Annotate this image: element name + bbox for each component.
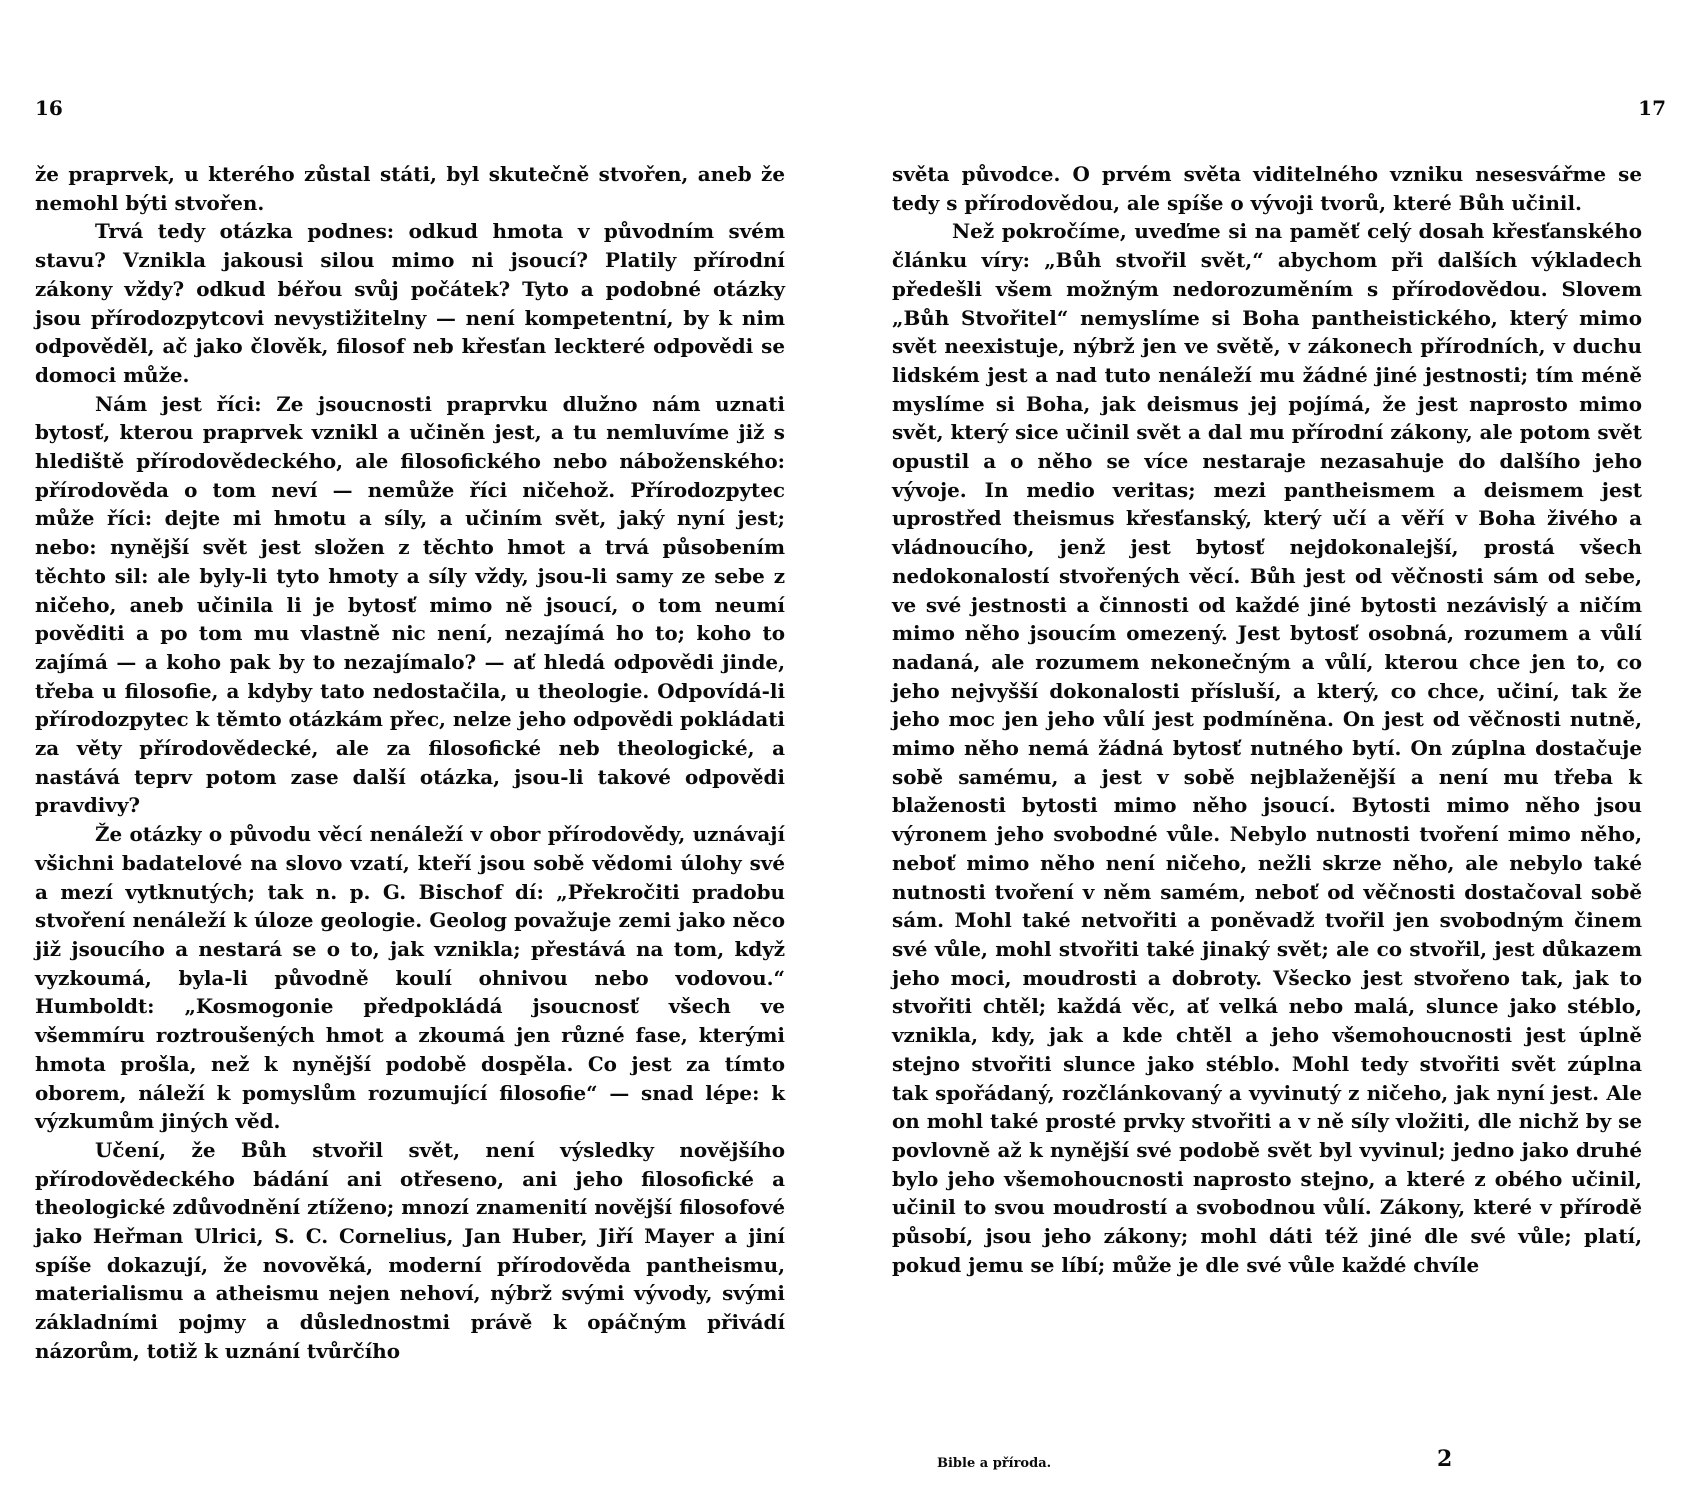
paragraph: Trvá tedy otázka podnes: odkud hmota v původním svém stavu? Vznikla jakousi silou mimo ni jsoucí? Platily přírodní zákony vždy? odkud béřou svůj počátek? Tyto a podobné otázky jsou přírodozpytcovi nevystižitelny — není kompetentní, by k nim odpověděl, ač jako člověk, filosof neb křesťan leckteré odpovědi se domoci může. [35,219,785,387]
footer-signature: Bible a příroda. [937,1456,1052,1471]
paragraph: že praprvek, u kterého zůstal státi, byl skutečně stvořen, aneb že nemohl býti stvořen. [35,162,785,215]
footer-sheet-number: 2 [1437,1446,1453,1472]
paragraph: světa původce. O prvém světa viditelného vzniku nesesvářme se tedy s přírodovědou, ale spíše o vývoji tvorů, které Bůh učinil. [892,162,1642,215]
page-number-right: 17 [1638,96,1666,120]
page-number-left: 16 [35,96,63,120]
right-page [842,0,1684,1500]
paragraph: Že otázky o původu věcí nenáleží v obor přírodovědy, uznávají všichni badatelové na slovo vzatí, kteří jsou sobě vědomi úlohy své a mezí vytknutých; tak n. p. G. Bischof dí: „Překročiti pradobu stvoření nenáleží k úloze geologie. Geolog považuje zemi jako něco již jsoucího a nestará se o to, jak vznikla; přestává na tom, když vyzkoumá, byla-li původně koulí ohnivou nebo vodovou.“ Humboldt: „Kosmogonie předpokládá jsoucnosť všech ve všemmíru roztroušených hmot a zkoumá jen různé fase, kterými hmota prošla, než k nynější podobě dospěla. Co jest za tímto oborem, náleží k pomyslům rozumující filosofie“ — snad lépe: k výzkumům jiných věd. [35,822,785,1134]
paragraph: Nám jest říci: Ze jsoucnosti praprvku dlužno nám uznati bytosť, kterou praprvek vznikl a učiněn jest, a tu nemluvíme již s hlediště přírodovědeckého, ale filosofického nebo náboženského: přírodověda o tom neví — nemůže říci ničehož. Přírodozpytec může říci: dejte mi hmotu a síly, a učiním svět, jaký nyní jest; nebo: nynější svět jest složen z těchto hmot a trvá působením těchto sil: ale byly-li tyto hmoty a síly vždy, jsou-li samy ze sebe z ničeho, aneb učinila li je bytosť mimo ně jsoucí, o tom neumí pověditi a po tom mu vlastně nic není, nezajímá ho to; koho to zajímá — a koho pak by to nezajímalo? — ať hledá odpovědi jinde, třeba u filosofie, a kdyby tato nedostačila, u theologie. Odpovídá-li přírodozpytec k těmto otázkám přec, nelze jeho odpovědi pokládati za věty přírodovědecké, ale za filosofické neb theologické, a nastává teprv potom zase další otázka, jsou-li takové odpovědi pravdivy? [35,391,785,818]
right-text-block [892,160,1642,1279]
left-text-block [35,160,785,1366]
paragraph: Než pokročíme, uveďme si na paměť celý dosah křesťanského článku víry: „Bůh stvořil svět,“ abychom při dalších výkladech předešli všem možným nedorozuměním s přírodovědou. Slovem „Bůh Stvořitel“ nemyslíme si Boha pantheistického, který mimo svět neexistuje, nýbrž jen ve světě, v zákonech přírodních, v duchu lidském jest a nad tuto nenáleží mu žádné jiné jestnosti; tím méně myslíme si Boha, jak deismus jej pojímá, že jest naprosto mimo svět, který sice učinil svět a dal mu přírodní zákony, ale potom svět opustil a o něho se více nestaraje nezasahuje do dalšího jeho vývoje. In medio veritas; mezi pantheismem a deismem jest uprostřed theismus křesťanský, který učí a věří v Boha živého a vládnoucího, jenž jest bytosť nejdokonalejší, prostá všech nedokonalostí stvořených věcí. Bůh jest od věčnosti sám od sebe, ve své jestnosti a činnosti od každé jiné bytosti nezávislý a ničím mimo něho jsoucím omezený. Jest bytosť osobná, rozumem a vůlí nadaná, ale rozumem nekonečným a vůlí, kterou chce jen to, co jeho nejvyšší dokonalosti přísluší, a který, co chce, učiní, tak že jeho moc jen jeho vůlí jest podmíněna. On jest od věčnosti nutně, mimo něho nemá žádná bytosť nutného bytí. On zúplna dostačuje sobě samému, a jest v sobě nejblaženější a není mu třeba k blaženosti bytosti mimo něho jsoucí. Bytosti mimo něho jsou výronem jeho svobodné vůle. Nebylo nutnosti tvoření mimo něho, neboť mimo něho není ničeho, nežli skrze něho, ale nebylo také nutnosti tvoření v něm samém, neboť od věčnosti dostačoval sobě sám. Mohl také netvořiti a poněvadž tvořil jen svobodným činem své vůle, mohl stvořiti také jinaký svět; ale co stvořil, jest důkazem jeho moci, moudrosti a dobroty. Všecko jest stvořeno tak, jak to stvořiti chtěl; každá věc, ať velká nebo malá, slunce jako stéblo, vznikla, kdy, jak a kde chtěl a jeho všemohoucnosti jest úplně stejno stvořiti slunce jako stéblo. Mohl tedy stvořiti svět zúplna tak spořádaný, rozčlánkovaný a vyvinutý z ničeho, jak nyní jest. Ale on mohl také prosté prvky stvořiti a v ně síly vložiti, dle nichž by se povlovně až k nynější své podobě svět byl vyvinul; jedno jako druhé bylo jeho všemohoucnosti naprosto stejno, a které z obého učinil, učinil to svou moudrostí a svobodnou vůlí. Zákony, které v přírodě působí, jsou jeho zákony; mohl dáti též jiné dle své vůle; platí, pokud jemu se líbí; může je dle své vůle každé chvíle [892,219,1642,1277]
paragraph: Učení, že Bůh stvořil svět, není výsledky novějšího přírodovědeckého bádání ani otřeseno, ani jeho filosofické a theologické zdůvodnění ztíženo; mnozí znamenití novější filosofové jako Heřman Ulrici, S. C. Cornelius, Jan Huber, Jiří Mayer a jiní spíše dokazují, že novověká, moderní přírodověda pantheismu, materialismu a atheismu nejen nehoví, nýbrž svými vývody, svými základními pojmy a důslednostmi právě k opáčným přivádí názorům, totiž k uznání tvůrčího [35,1137,785,1363]
